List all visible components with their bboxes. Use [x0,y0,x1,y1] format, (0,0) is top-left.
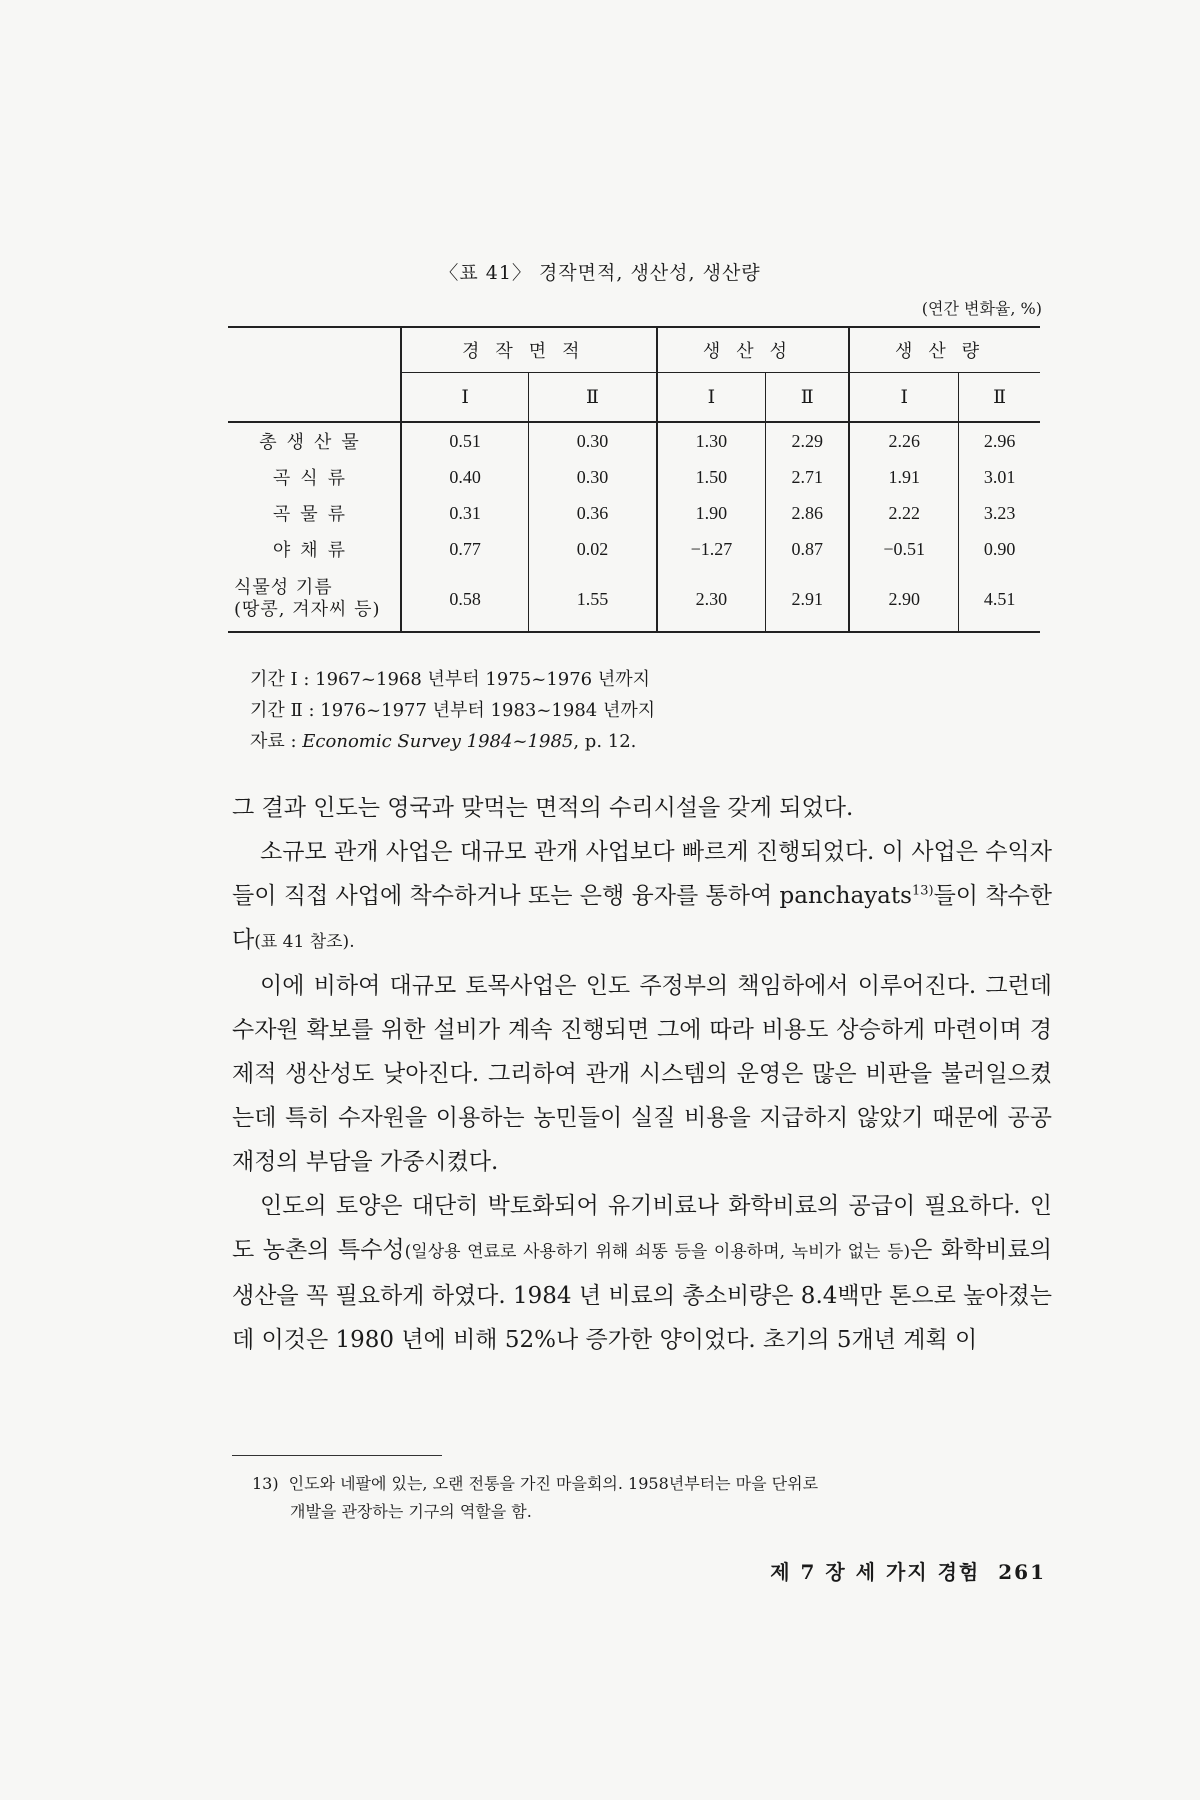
table-cell: 0.51 [401,422,529,459]
text-run-small: (표 41 참조). [254,932,355,952]
note-period-1: 기간 Ⅰ : 1967~1968 년부터 1975~1976 년까지 [250,669,651,690]
table-row [228,495,1040,531]
row-label: 야채류 [272,540,356,561]
text-run: 들이 착수한다 [232,883,1052,953]
body-text [232,786,1052,1362]
data-table [228,326,1040,633]
table-cell: 2.91 [766,567,849,632]
table-row [228,567,1040,632]
footnote-divider [232,1455,442,1456]
note-source [250,726,655,757]
table-row [228,459,1040,495]
table-cell: 0.58 [401,567,529,632]
table-row [228,422,1040,459]
table-cell: 1.90 [657,495,766,531]
text-run: 인도의 토양은 대단히 박토화되어 유기비료나 화학비료의 공급이 필요하다. 인도 농촌의 특수성 [232,1193,1052,1263]
table-cell: 0.40 [401,459,529,495]
table-cell: 2.71 [766,459,849,495]
table-cell: 1.91 [849,459,959,495]
table-cell: 4.51 [959,567,1040,632]
table-cell: 0.90 [959,531,1040,567]
period-header: Ⅱ [959,373,1040,423]
footnote-reference: 13) [911,883,934,899]
note-period-2: 기간 Ⅱ : 1976~1977 년부터 1983~1984 년까지 [250,700,656,721]
paragraph [232,1184,1052,1362]
paragraph [232,830,1052,964]
table-cell: 3.23 [959,495,1040,531]
table-cell: −0.51 [849,531,959,567]
table-cell: 2.30 [657,567,766,632]
table-cell: −1.27 [657,531,766,567]
table-caption: 〈표 41〉 경작면적, 생산성, 생산량 [439,262,761,284]
period-header: Ⅱ [529,373,657,423]
page-number: 261 [998,1560,1046,1584]
table-cell: 2.29 [766,422,849,459]
row-label-line: (땅콩, 겨자씨 등) [234,599,381,620]
period-header: Ⅰ [657,373,766,423]
table-cell: 3.01 [959,459,1040,495]
text-run: 소규모 관개 사업은 대규모 관개 사업보다 빠르게 진행되었다. 이 사업은 수익자들이 직접 사업에 착수하거나 또는 은행 융자를 통하여 panchayats [232,839,1052,909]
footnote-number: 13) [252,1474,279,1493]
paragraph: 그 결과 인도는 영국과 맞먹는 면적의 수리시설을 갖게 되었다. [232,795,854,821]
row-header-corner [228,327,401,422]
table-cell: 2.96 [959,422,1040,459]
table-cell: 0.31 [401,495,529,531]
period-header: Ⅱ [766,373,849,423]
source-prefix: 자료 : [250,731,303,752]
footnote-text: 인도와 네팔에 있는, 오랜 전통을 가진 마을회의. 1958년부터는 마을 단위로 [288,1474,819,1493]
table-cell: 0.30 [529,422,657,459]
table-cell: 2.22 [849,495,959,531]
paragraph: 이에 비하여 대규모 토목사업은 인도 주정부의 책임하에서 이루어진다. 그런데 수자원 확보를 위한 설비가 계속 진행되면 그에 따라 비용도 상승하게 마련이며 경제적 생산성도 낮아진다. 그리하여 관개 시스템의 운영은 많은 비판을 불러일으켰는데 특히 수자원을 이용하는 농민들이 실질 비용을 지급하지 않았기 때문에 공공 재정의 부담을 가중시켰다. [232,973,1052,1175]
table-cell: 0.87 [766,531,849,567]
table-cell: 0.02 [529,531,657,567]
text-run: 은 화학비료의 생산을 꼭 필요하게 하였다. 1984 년 비료의 총소비량은 8.4백만 톤으로 높아졌는데 이것은 1980 년에 비해 52%나 증가한 양이었다. 초기의 5개년 계획 이 [232,1237,1052,1353]
table-cell: 2.86 [766,495,849,531]
table-cell: 2.26 [849,422,959,459]
period-header: Ⅰ [849,373,959,423]
row-label: 곡물류 [272,504,356,525]
table-notes [250,664,655,757]
table-cell: 1.50 [657,459,766,495]
text-run-small: (일상용 연료로 사용하기 위해 쇠똥 등을 이용하며, 녹비가 없는 등) [404,1242,911,1262]
source-suffix: , p. 12. [573,731,637,752]
table-cell: 1.55 [529,567,657,632]
column-group-header: 생산성 [657,327,850,373]
footnote-line [252,1470,1052,1498]
table-cell: 0.30 [529,459,657,495]
source-title: Economic Survey 1984~1985 [302,731,574,752]
period-header: Ⅰ [401,373,529,423]
row-label-line: 식물성 기름 [234,577,333,598]
table-cell: 2.90 [849,567,959,632]
column-group-header: 경작면적 [401,327,657,373]
table-cell: 1.30 [657,422,766,459]
footnote [252,1470,1052,1526]
table-row [228,531,1040,567]
row-label: 총생산물 [259,432,369,453]
footnote-line: 개발을 관장하는 기구의 역할을 함. [290,1502,532,1521]
table-unit: (연간 변화율, %) [921,299,1042,318]
chapter-title: 제 7 장 세 가지 경험 [770,1560,981,1584]
row-label: 곡식류 [272,468,356,489]
table-cell: 0.77 [401,531,529,567]
table-cell: 0.36 [529,495,657,531]
column-group-header: 생산량 [849,327,1040,373]
row-label [228,567,401,632]
running-footer [770,1556,1046,1585]
